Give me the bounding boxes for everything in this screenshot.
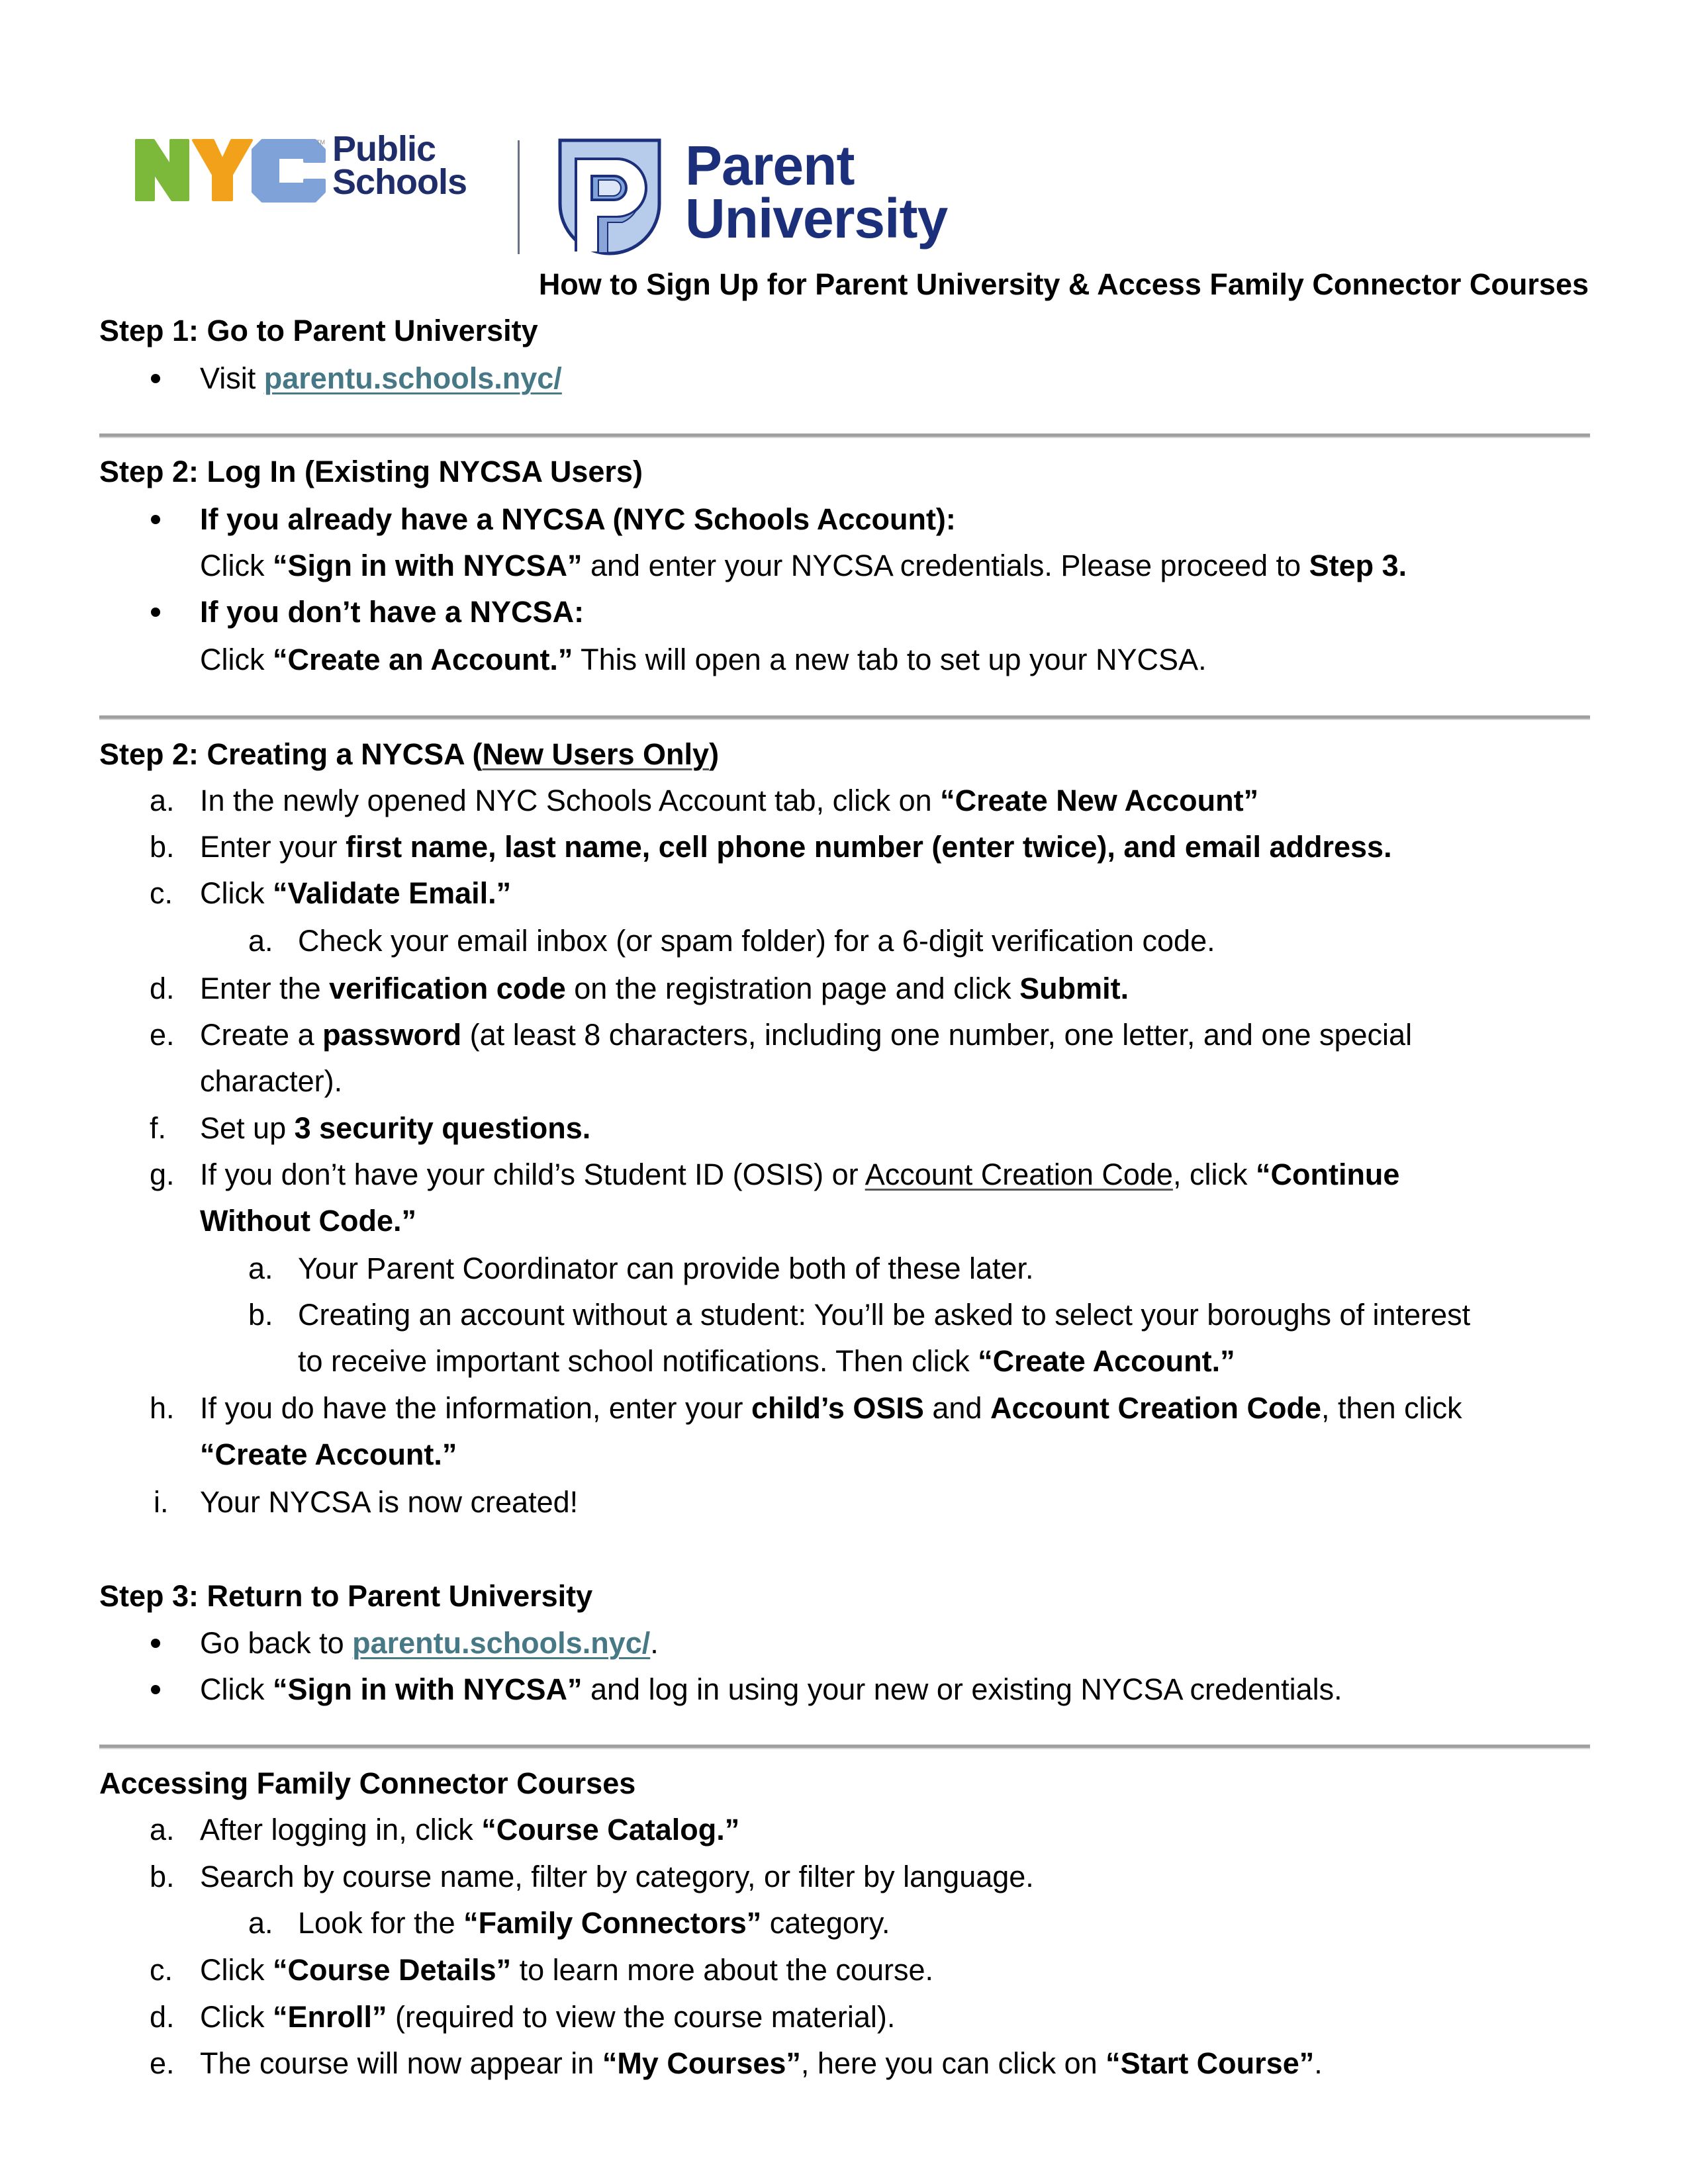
bullet-icon: [151, 374, 160, 383]
no-nycsa-detail: Click “Create an Account.” This will open a new tab to set up your NYCSA.: [200, 643, 1207, 676]
list-label: a.: [248, 924, 273, 958]
create-item-g: If you don’t have your child’s Student ID (OSIS) or Account Creation Code, click “Continue: [200, 1158, 1400, 1191]
courses-heading: Accessing Family Connector Courses: [99, 1766, 636, 1800]
courses-item-b-sub-a: Look for the “Family Connectors” category.: [298, 1906, 890, 1940]
list-label: c.: [150, 1953, 173, 1987]
bullet-icon: [151, 1685, 160, 1694]
step1-bullet-visit: [200, 360, 562, 397]
list-label: e.: [150, 1018, 175, 1052]
create-item-i: Your NYCSA is now created!: [200, 1485, 579, 1519]
create-item-f: Set up 3 security questions.: [200, 1111, 591, 1145]
document-title: How to Sign Up for Parent University & Access Family Connector Courses: [538, 267, 1589, 301]
parentu-link[interactable]: parentu.schools.nyc/: [352, 1626, 651, 1660]
create-item-g-sub-b: Creating an account without a student: You’ll be asked to select your boroughs of interest: [298, 1298, 1471, 1332]
account-creation-code-underlined: Account Creation Code: [865, 1158, 1173, 1191]
nyc-public-schools-logo: [132, 138, 331, 204]
logo-divider: [518, 140, 520, 254]
create-an-account-ref: “Create an Account.”: [273, 643, 573, 676]
list-label: i.: [154, 1485, 169, 1519]
create-item-c-sub-a: Check your email inbox (or spam folder) for a 6-digit verification code.: [298, 924, 1215, 958]
list-label: c.: [150, 876, 173, 910]
bullet-icon: [151, 608, 160, 617]
wordmark-line-parent: Parent: [685, 134, 855, 197]
nyc-logo-mark-icon: [132, 138, 331, 204]
parentu-link[interactable]: parentu.schools.nyc/: [263, 361, 562, 395]
step2-create-heading: Step 2: Creating a NYCSA (New Users Only): [99, 737, 720, 771]
create-item-h-continued: “Create Account.”: [200, 1437, 457, 1471]
list-label: h.: [150, 1391, 175, 1425]
list-label: b.: [150, 830, 175, 864]
wordmark-line-public: Public: [332, 129, 436, 169]
step1-heading: Step 1: Go to Parent University: [99, 314, 538, 347]
list-label: b.: [248, 1298, 273, 1332]
list-label: a.: [248, 1251, 273, 1285]
sign-in-with-nycsa-ref: “Sign in with NYCSA”: [273, 549, 583, 582]
wordmark-line-university: University: [685, 187, 948, 250]
create-item-g-sub-a: Your Parent Coordinator can provide both of these later.: [298, 1251, 1034, 1285]
list-label: b.: [150, 1860, 175, 1893]
visit-label: Visit: [200, 361, 264, 395]
nyc-public-schools-wordmark: [332, 129, 467, 202]
list-label: a.: [150, 784, 175, 817]
existing-nycsa-title: If you already have a NYCSA (NYC Schools Account):: [200, 502, 956, 536]
create-item-h: If you do have the information, enter your child’s OSIS and Account Creation Code, then click: [200, 1391, 1462, 1425]
parent-university-shield-logo: [557, 138, 662, 257]
wordmark-line-schools: Schools: [332, 162, 467, 202]
courses-item-b: Search by course name, filter by category, or filter by language.: [200, 1860, 1034, 1893]
step3-ref: Step 3.: [1309, 549, 1407, 582]
list-label: a.: [248, 1906, 273, 1940]
create-item-d: Enter the verification code on the registration page and click Submit.: [200, 972, 1129, 1005]
bullet-icon: [151, 1639, 160, 1648]
courses-item-c: Click “Course Details” to learn more about the course.: [200, 1953, 933, 1987]
create-item-e: Create a password (at least 8 characters, including one number, one letter, and one special: [200, 1018, 1413, 1052]
list-label: d.: [150, 2000, 175, 2034]
step3-heading: Step 3: Return to Parent University: [99, 1579, 593, 1613]
list-label: e.: [150, 2046, 175, 2080]
parent-university-wordmark: [685, 134, 948, 250]
parent-university-shield-icon: [557, 138, 662, 257]
step3-bullet-sign-in: Click “Sign in with NYCSA” and log in using your new or existing NYCSA credentials.: [200, 1672, 1342, 1706]
create-item-g-continued: Without Code.”: [200, 1204, 417, 1238]
trademark-mark: TM: [316, 139, 325, 146]
create-item-a: In the newly opened NYC Schools Account tab, click on “Create New Account”: [200, 784, 1259, 817]
create-item-c: Click “Validate Email.”: [200, 876, 512, 910]
step2-login-heading: Step 2: Log In (Existing NYCSA Users): [99, 455, 643, 488]
list-label: g.: [150, 1158, 175, 1191]
courses-item-d: Click “Enroll” (required to view the course material).: [200, 2000, 896, 2034]
step3-bullet-go-back: Go back to parentu.schools.nyc/.: [200, 1626, 659, 1660]
list-label: d.: [150, 972, 175, 1005]
create-item-g-sub-b-continued: to receive important school notifications. Then click “Create Account.”: [298, 1344, 1235, 1378]
create-item-e-continued: character).: [200, 1064, 343, 1098]
list-label: a.: [150, 1813, 175, 1846]
new-users-only-underlined: New Users Only: [482, 737, 710, 771]
existing-nycsa-detail: Click “Sign in with NYCSA” and enter your NYCSA credentials. Please proceed to Step 3.: [200, 549, 1407, 582]
list-label: f.: [150, 1111, 167, 1145]
create-item-b: Enter your first name, last name, cell phone number (enter twice), and email address.: [200, 830, 1392, 864]
section-divider: [99, 433, 1590, 438]
courses-item-e: The course will now appear in “My Courses”, here you can click on “Start Course”.: [200, 2046, 1323, 2080]
bullet-icon: [151, 515, 160, 524]
no-nycsa-title: If you don’t have a NYCSA:: [200, 595, 585, 629]
section-divider: [99, 1745, 1590, 1749]
section-divider: [99, 715, 1590, 720]
courses-item-a: After logging in, click “Course Catalog.”: [200, 1813, 740, 1846]
